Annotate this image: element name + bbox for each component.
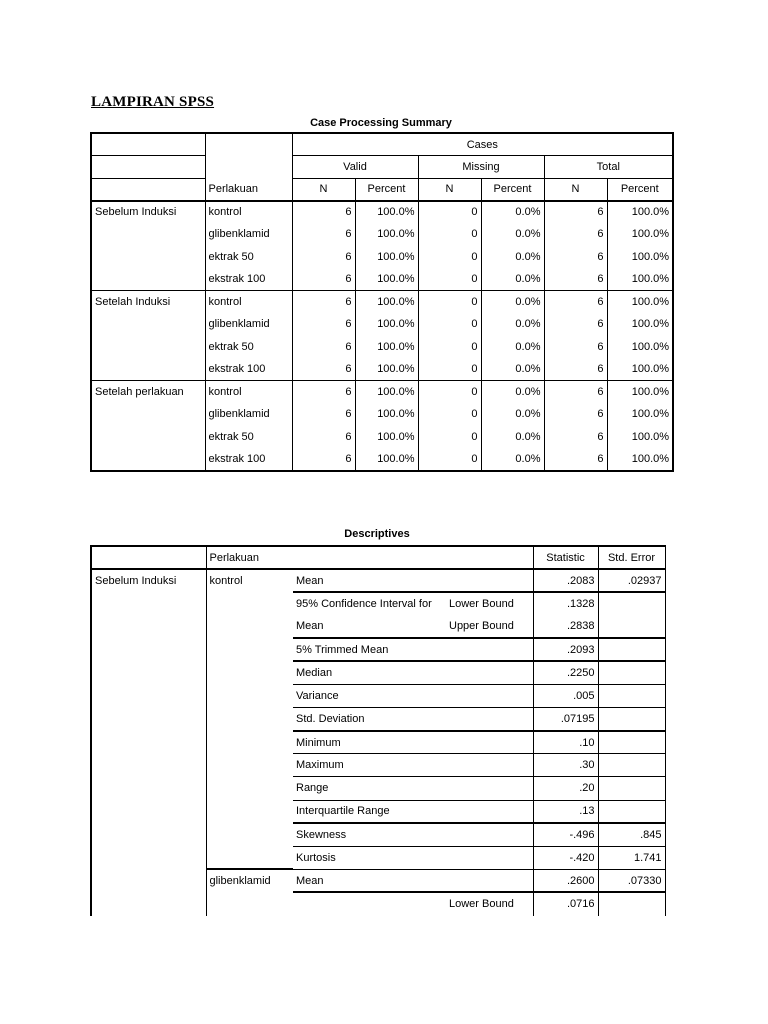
desc-std-error-cell — [598, 615, 665, 638]
desc-std-error-cell — [598, 708, 665, 731]
cps-missing-header: Missing — [418, 156, 544, 179]
cps-value-cell: 0.0% — [481, 426, 544, 449]
cps-data-row — [91, 201, 673, 224]
desc-perlakuan-cell — [206, 661, 293, 684]
desc-statistic-cell: .2093 — [533, 638, 598, 661]
cps-value-cell: 6 — [292, 291, 355, 314]
cps-value-cell: 0.0% — [481, 381, 544, 404]
cps-value-cell: 100.0% — [607, 358, 673, 381]
cps-value-cell: 0.0% — [481, 291, 544, 314]
cps-perlakuan-cell: ekstrak 100 — [205, 358, 292, 381]
desc-data-row — [91, 823, 665, 846]
cps-data-row — [91, 336, 673, 359]
desc-group-cell — [91, 661, 206, 684]
desc-perlakuan-cell — [206, 892, 293, 915]
desc-measure-label: Maximum — [293, 754, 446, 777]
cps-perlakuan-cell: ektrak 50 — [205, 336, 292, 359]
cps-group-cell — [91, 426, 205, 449]
desc-data-row — [91, 638, 665, 661]
desc-measure-label: Interquartile Range — [293, 800, 446, 823]
cps-perlakuan-header: Perlakuan — [205, 178, 292, 201]
descriptives-caption: Descriptives — [344, 528, 410, 540]
desc-header-row — [91, 546, 665, 569]
cps-value-cell: 0.0% — [481, 358, 544, 381]
desc-statistic-cell: .2083 — [533, 569, 598, 592]
cps-value-cell: 0 — [418, 448, 481, 471]
desc-perlakuan-label: kontrol — [209, 575, 243, 588]
desc-group-cell — [91, 777, 206, 800]
cps-value-cell: 6 — [292, 246, 355, 269]
cps-perlakuan-cell: ekstrak 100 — [205, 268, 292, 291]
cps-value-cell: 100.0% — [631, 228, 670, 241]
cps-valid-header: Valid — [292, 156, 418, 179]
cps-value-cell: 100.0% — [355, 246, 418, 269]
cps-group-cell — [91, 313, 205, 336]
desc-group-cell — [91, 800, 206, 823]
cps-value-cell: 0 — [418, 381, 481, 404]
desc-perlakuan-cell — [206, 846, 293, 869]
desc-group-cell — [91, 708, 206, 731]
cps-data-row — [91, 223, 673, 246]
desc-data-row — [91, 592, 665, 615]
cps-data-row — [91, 358, 673, 381]
desc-std-error-cell: 1.741 — [598, 846, 665, 869]
cps-value-cell: 100.0% — [355, 291, 418, 314]
cps-value-cell: 100.0% — [607, 448, 673, 471]
cps-corner-cell — [91, 133, 205, 156]
desc-statistic-cell: -.496 — [533, 823, 598, 846]
cps-value-cell: 100.0% — [631, 430, 670, 443]
desc-std-error-cell — [598, 800, 665, 823]
desc-std-error-cell — [598, 685, 665, 708]
cps-value-cell: 6 — [544, 291, 607, 314]
desc-measure-label: 5% Trimmed Mean — [293, 638, 446, 661]
cps-value-cell: 6 — [544, 336, 607, 359]
cps-data-row — [91, 381, 673, 404]
desc-group-cell — [91, 615, 206, 638]
case-processing-summary-table — [90, 132, 674, 472]
desc-group-cell — [91, 685, 206, 708]
desc-data-row — [91, 708, 665, 731]
desc-statistic-cell: .07195 — [533, 708, 598, 731]
cps-group-label: Sebelum Induksi — [91, 201, 205, 224]
cps-header-row-2 — [91, 156, 673, 179]
desc-perlakuan-cell — [206, 685, 293, 708]
desc-std-error-cell: .07330 — [598, 869, 665, 892]
descriptives-table — [90, 545, 666, 916]
cps-col-header: N — [544, 178, 607, 201]
cps-value-cell: 100.0% — [631, 250, 670, 263]
cps-data-row — [91, 448, 673, 471]
cps-header-row-1 — [91, 133, 673, 156]
desc-bound-label — [446, 777, 533, 800]
desc-bound-label — [446, 869, 533, 892]
cps-value-cell: 6 — [292, 358, 355, 381]
desc-group-cell — [91, 638, 206, 661]
desc-statistic-cell: .1328 — [533, 592, 598, 615]
desc-measure-label: Mean — [293, 615, 446, 638]
desc-data-row — [91, 800, 665, 823]
cps-value-cell: 0.0% — [481, 336, 544, 359]
cps-value-cell: 0 — [418, 313, 481, 336]
cps-perlakuan-cell: ekstrak 100 — [205, 448, 292, 471]
desc-perlakuan-cell — [206, 731, 293, 754]
cps-value-cell: 100.0% — [355, 268, 418, 291]
cps-value-cell: 100.0% — [607, 268, 673, 291]
desc-group-cell — [91, 846, 206, 869]
cps-value-cell: 100.0% — [631, 206, 670, 219]
desc-measure-label: Variance — [293, 685, 446, 708]
cps-value-cell: 0 — [418, 223, 481, 246]
desc-perlakuan-cell — [206, 800, 293, 823]
cps-data-row — [91, 426, 673, 449]
cps-group-cell — [91, 403, 205, 426]
cps-value-cell: 100.0% — [631, 386, 670, 398]
cps-value-cell: 6 — [544, 448, 607, 471]
cps-value-cell: 100.0% — [355, 336, 418, 359]
desc-data-row — [91, 615, 665, 638]
desc-bound-label: Upper Bound — [446, 615, 533, 638]
cps-value-cell: 100.0% — [355, 223, 418, 246]
cps-value-cell: 0.0% — [481, 246, 544, 269]
cps-header-row-3 — [91, 178, 673, 201]
desc-statistic-cell: .0716 — [533, 892, 598, 915]
desc-perlakuan-cell — [206, 823, 293, 846]
desc-std-error-cell — [598, 592, 665, 615]
cps-perlakuan-cell: ektrak 50 — [205, 246, 292, 269]
cps-perlakuan-cell: kontrol — [205, 381, 292, 404]
cps-value-cell: 0.0% — [481, 201, 544, 224]
cps-value-cell: 6 — [544, 358, 607, 381]
desc-group-label: Sebelum Induksi — [91, 569, 206, 592]
cps-corner-cell — [91, 156, 205, 179]
desc-data-row — [91, 754, 665, 777]
desc-measure-label: Range — [293, 777, 446, 800]
cps-group-cell — [91, 336, 205, 359]
desc-data-row — [91, 731, 665, 754]
cps-corner-cell — [205, 133, 292, 156]
cps-value-cell: 100.0% — [631, 318, 670, 331]
desc-bound-label — [446, 823, 533, 846]
desc-bound-label — [446, 708, 533, 731]
cps-group-cell — [91, 223, 205, 246]
cps-value-cell: 6 — [544, 223, 607, 246]
cps-group-label: Setelah Induksi — [91, 291, 205, 314]
cps-value-cell: 0 — [418, 336, 481, 359]
desc-group-cell — [91, 892, 206, 915]
cps-group-cell — [91, 268, 205, 291]
desc-std-error-cell — [598, 754, 665, 777]
cps-group-cell — [91, 448, 205, 471]
desc-measure-label: 95% Confidence Interval for — [296, 598, 432, 611]
cps-value-cell: 0.0% — [481, 313, 544, 336]
cps-value-cell: 0 — [418, 268, 481, 291]
cps-group-label: Setelah perlakuan — [91, 381, 205, 404]
cps-value-cell: 0 — [418, 358, 481, 381]
cps-data-row — [91, 403, 673, 426]
cps-value-cell: 100.0% — [355, 358, 418, 381]
cps-corner-cell — [91, 178, 205, 201]
cps-value-cell: 6 — [544, 268, 607, 291]
cps-value-cell: 6 — [544, 246, 607, 269]
cps-cases-header: Cases — [292, 133, 673, 156]
cps-value-cell: 100.0% — [355, 201, 418, 224]
cps-value-cell: 100.0% — [355, 448, 418, 471]
desc-statistic-cell: .2250 — [533, 661, 598, 684]
desc-bound-label: Lower Bound — [446, 592, 533, 615]
desc-std-error-cell: .02937 — [598, 569, 665, 592]
desc-data-row — [91, 685, 665, 708]
cps-perlakuan-cell: ektrak 50 — [205, 426, 292, 449]
desc-measure-label: Mean — [293, 869, 446, 892]
desc-statistic-cell: .20 — [533, 777, 598, 800]
desc-measure-label: Median — [293, 661, 446, 684]
cps-value-cell: 6 — [292, 381, 355, 404]
desc-bound-label: Lower Bound — [446, 892, 533, 915]
cps-data-row — [91, 268, 673, 291]
desc-measure-label — [293, 892, 446, 915]
cps-caption: Case Processing Summary — [310, 117, 452, 129]
desc-perlakuan-cell — [206, 754, 293, 777]
cps-value-cell: 100.0% — [355, 381, 418, 404]
desc-perlakuan-cell — [206, 638, 293, 661]
desc-perlakuan-cell — [206, 777, 293, 800]
desc-measure-label: Kurtosis — [293, 846, 446, 869]
desc-statistic-cell: .2838 — [533, 615, 598, 638]
desc-statistic-cell: .2600 — [533, 869, 598, 892]
desc-std-error-cell — [598, 661, 665, 684]
cps-value-cell: 6 — [544, 426, 607, 449]
desc-bound-label — [446, 731, 533, 754]
cps-col-header: N — [418, 178, 481, 201]
desc-data-row — [91, 569, 665, 592]
cps-value-cell: 6 — [292, 448, 355, 471]
cps-value-cell: 0.0% — [481, 403, 544, 426]
desc-statistic-cell: .10 — [533, 731, 598, 754]
cps-value-cell: 6 — [292, 313, 355, 336]
document-title: LAMPIRAN SPSS — [91, 94, 215, 110]
cps-total-header: Total — [544, 156, 673, 179]
desc-group-cell — [91, 592, 206, 615]
desc-group-cell — [91, 754, 206, 777]
desc-data-row — [91, 869, 665, 892]
desc-perlakuan-header: Perlakuan — [206, 546, 533, 569]
cps-col-header: Percent — [481, 178, 544, 201]
cps-corner-cell — [205, 156, 292, 179]
cps-value-cell: 6 — [292, 268, 355, 291]
cps-value-cell: 6 — [544, 381, 607, 404]
desc-group-cell — [91, 823, 206, 846]
cps-value-cell: 6 — [544, 313, 607, 336]
desc-corner-cell — [91, 546, 206, 569]
cps-value-cell: 6 — [292, 403, 355, 426]
desc-std-error-header: Std. Error — [598, 546, 665, 569]
desc-perlakuan-cell — [206, 592, 293, 615]
cps-value-cell: 6 — [544, 201, 607, 224]
cps-value-cell: 0 — [418, 246, 481, 269]
desc-statistic-cell: -.420 — [533, 846, 598, 869]
cps-col-header: Percent — [355, 178, 418, 201]
desc-measure-label: Mean — [293, 569, 446, 592]
cps-group-cell — [91, 246, 205, 269]
desc-group-cell — [91, 869, 206, 892]
cps-value-cell: 0.0% — [481, 223, 544, 246]
cps-group-cell — [91, 358, 205, 381]
desc-data-row — [91, 892, 665, 915]
desc-bound-label — [446, 661, 533, 684]
cps-data-row — [91, 291, 673, 314]
cps-col-header: N — [292, 178, 355, 201]
desc-measure-label: Minimum — [293, 731, 446, 754]
desc-data-row — [91, 661, 665, 684]
desc-statistic-cell: .30 — [533, 754, 598, 777]
desc-bound-label — [446, 800, 533, 823]
desc-statistic-cell: .13 — [533, 800, 598, 823]
desc-perlakuan-label: glibenklamid — [209, 875, 271, 888]
cps-value-cell: 6 — [292, 426, 355, 449]
desc-std-error-cell — [598, 777, 665, 800]
desc-perlakuan-cell — [206, 615, 293, 638]
cps-value-cell: 100.0% — [355, 426, 418, 449]
desc-data-row — [91, 846, 665, 869]
desc-bound-label — [446, 846, 533, 869]
cps-perlakuan-cell: glibenklamid — [205, 223, 292, 246]
desc-statistic-header: Statistic — [533, 546, 598, 569]
desc-perlakuan-cell — [206, 708, 293, 731]
cps-data-row — [91, 313, 673, 336]
cps-value-cell: 100.0% — [631, 296, 670, 308]
cps-value-cell: 6 — [292, 201, 355, 224]
desc-std-error-cell: .845 — [598, 823, 665, 846]
cps-value-cell: 0 — [418, 291, 481, 314]
cps-value-cell: 100.0% — [355, 403, 418, 426]
desc-bound-label — [446, 685, 533, 708]
desc-std-error-cell — [598, 892, 665, 915]
cps-value-cell: 0.0% — [481, 268, 544, 291]
cps-col-header: Percent — [607, 178, 673, 201]
cps-value-cell: 6 — [544, 403, 607, 426]
cps-value-cell: 0 — [418, 201, 481, 224]
desc-bound-label — [446, 569, 533, 592]
desc-bound-label — [446, 754, 533, 777]
desc-measure-label: Std. Deviation — [293, 708, 446, 731]
desc-measure-label: Skewness — [293, 823, 446, 846]
cps-value-cell: 100.0% — [631, 340, 670, 353]
desc-std-error-cell — [598, 638, 665, 661]
desc-bound-label — [446, 638, 533, 661]
cps-data-row — [91, 246, 673, 269]
cps-value-cell: 100.0% — [631, 408, 670, 421]
cps-value-cell: 6 — [292, 336, 355, 359]
desc-group-cell — [91, 731, 206, 754]
desc-std-error-cell — [598, 731, 665, 754]
cps-value-cell: 0 — [418, 426, 481, 449]
cps-perlakuan-cell: glibenklamid — [205, 313, 292, 336]
desc-statistic-cell: .005 — [533, 685, 598, 708]
cps-perlakuan-cell: kontrol — [205, 291, 292, 314]
cps-value-cell: 0.0% — [481, 448, 544, 471]
cps-value-cell: 6 — [292, 223, 355, 246]
cps-value-cell: 0 — [418, 403, 481, 426]
cps-perlakuan-cell: kontrol — [205, 201, 292, 224]
cps-value-cell: 100.0% — [355, 313, 418, 336]
cps-perlakuan-cell: glibenklamid — [205, 403, 292, 426]
desc-data-row — [91, 777, 665, 800]
